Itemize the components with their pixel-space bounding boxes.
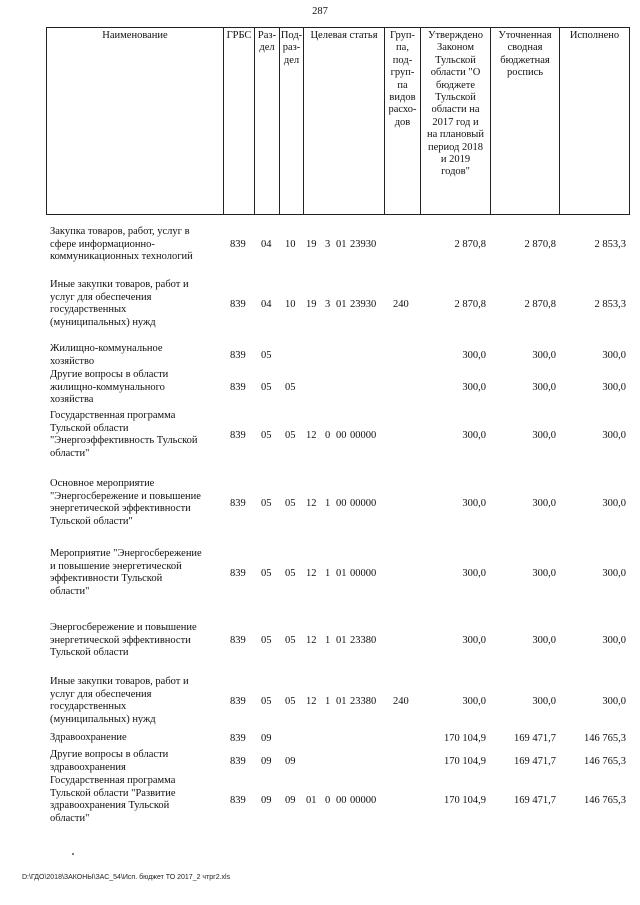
- row-name-line: Государственная программа: [50, 775, 176, 786]
- cell-razdel: 05: [261, 350, 272, 361]
- cell-podrazdel: 10: [285, 239, 296, 250]
- cell-target-event: 01: [336, 696, 347, 707]
- row-name-line: государственных: [50, 304, 127, 316]
- page-number: 287: [312, 6, 328, 17]
- row-name-line: сфере информационно-: [50, 238, 155, 250]
- cell-grbs: 839: [230, 568, 246, 579]
- cell-podrazdel: 05: [285, 568, 296, 579]
- cell-executed: 146 765,3: [584, 795, 626, 806]
- cell-executed: 300,0: [602, 635, 626, 646]
- cell-approved: 300,0: [462, 568, 486, 579]
- cell-razdel: 05: [261, 696, 272, 707]
- cell-target-subprogram: 1: [325, 696, 331, 707]
- cell-refined: 300,0: [532, 430, 556, 441]
- row-name-line: услуг для обеспечения: [50, 688, 152, 700]
- cell-approved: 300,0: [462, 430, 486, 441]
- row-name-line: Энергосбережение и повышение: [50, 622, 197, 633]
- cell-target-program: 19: [306, 299, 317, 310]
- cell-target-direction: 23930: [350, 239, 377, 250]
- cell-executed: 146 765,3: [584, 733, 626, 744]
- row-name-line: "Энергосбережение и повышение: [50, 490, 201, 502]
- cell-grbs: 839: [230, 382, 246, 393]
- header-razdel: Раз- дел: [257, 30, 277, 54]
- header-group: Груп- па, под- груп- па видов расхо- дов: [388, 30, 417, 128]
- cell-target-direction: 00000: [350, 568, 377, 579]
- row-name-line: Здравоохранение: [50, 732, 127, 743]
- cell-target-subprogram: 1: [325, 498, 331, 509]
- cell-executed: 300,0: [602, 350, 626, 361]
- row-name-line: Иные закупки товаров, работ и: [50, 279, 189, 290]
- cell-target-program: 12: [306, 696, 317, 707]
- row-name: [50, 226, 222, 264]
- cell-target-event: 01: [336, 239, 347, 250]
- cell-podrazdel: 10: [285, 299, 296, 310]
- cell-approved: 300,0: [462, 635, 486, 646]
- cell-target-event: 00: [336, 430, 347, 441]
- cell-podrazdel: 05: [285, 635, 296, 646]
- cell-razdel: 05: [261, 382, 272, 393]
- row-name-line: здравоохранения Тульской: [50, 800, 170, 812]
- cell-approved: 300,0: [462, 382, 486, 393]
- cell-razdel: 05: [261, 430, 272, 441]
- row-name-line: (муниципальных) нужд: [50, 713, 156, 725]
- row-name-line: эффективности Тульской: [50, 573, 163, 585]
- cell-refined: 2 870,8: [524, 299, 556, 310]
- cell-target-event: 01: [336, 299, 347, 310]
- row-name-line: Иные закупки товаров, работ и: [50, 676, 189, 687]
- cell-approved: 170 104,9: [444, 795, 486, 806]
- cell-target-event: 00: [336, 795, 347, 806]
- file-path-footer: D:\ГДО\2018\ЗАКОНЫ\ЗАС_54\Исп. бюджет ТО 2017_2 чтрг2.xls: [22, 874, 231, 881]
- row-name: [50, 732, 222, 745]
- row-name-line: Тульской области": [50, 515, 133, 527]
- row-name: [50, 622, 222, 660]
- cell-refined: 300,0: [532, 635, 556, 646]
- cell-grbs: 839: [230, 696, 246, 707]
- row-name-line: Государственная программа: [50, 410, 176, 421]
- cell-refined: 169 471,7: [514, 795, 556, 806]
- cell-executed: 300,0: [602, 430, 626, 441]
- cell-executed: 300,0: [602, 498, 626, 509]
- cell-target-subprogram: 3: [325, 239, 331, 250]
- cell-refined: 300,0: [532, 350, 556, 361]
- header-target: Целевая статья: [310, 30, 378, 41]
- cell-target-event: 01: [336, 635, 347, 646]
- cell-podrazdel: 05: [285, 498, 296, 509]
- header-name: Наименование: [102, 30, 168, 41]
- cell-podrazdel: 05: [285, 696, 296, 707]
- cell-target-program: 12: [306, 498, 317, 509]
- header-approved: Утверждено Законом Тульской области "О бюджете Тульской области на 2017 год и на плановый период 2018 и 2019 годов": [427, 30, 484, 178]
- cell-refined: 169 471,7: [514, 733, 556, 744]
- cell-grbs: 839: [230, 350, 246, 361]
- cell-target-direction: 23380: [350, 635, 377, 646]
- cell-grbs: 839: [230, 299, 246, 310]
- cell-podrazdel: 05: [285, 382, 296, 393]
- table-header: [0, 0, 640, 215]
- cell-razdel: 04: [261, 299, 272, 310]
- cell-podrazdel: 09: [285, 756, 296, 767]
- cell-approved: 2 870,8: [454, 239, 486, 250]
- row-name: [50, 279, 222, 329]
- row-name-line: здравоохранения: [50, 761, 126, 773]
- row-name: [50, 410, 222, 460]
- cell-refined: 169 471,7: [514, 756, 556, 767]
- row-name-line: услуг для обеспечения: [50, 291, 152, 303]
- cell-target-event: 00: [336, 498, 347, 509]
- row-name-line: Тульской области "Развитие: [50, 787, 176, 799]
- row-name-line: Другие вопросы в области: [50, 369, 169, 380]
- row-name-line: Основное мероприятие: [50, 478, 155, 489]
- cell-refined: 300,0: [532, 696, 556, 707]
- cell-target-program: 12: [306, 430, 317, 441]
- row-name-line: и повышение энергетической: [50, 560, 182, 572]
- cell-target-program: 01: [306, 795, 317, 806]
- cell-approved: 170 104,9: [444, 733, 486, 744]
- cell-refined: 2 870,8: [524, 239, 556, 250]
- row-name-line: Тульской области: [50, 422, 129, 434]
- cell-target-direction: 23930: [350, 299, 377, 310]
- row-name-line: области": [50, 585, 90, 597]
- row-name: [50, 478, 222, 528]
- cell-target-direction: 00000: [350, 498, 377, 509]
- cell-grbs: 839: [230, 733, 246, 744]
- cell-executed: 300,0: [602, 568, 626, 579]
- header-executed: Исполнено: [569, 30, 620, 41]
- row-name-line: области": [50, 812, 90, 824]
- row-name-line: Тульской области: [50, 647, 129, 659]
- cell-razdel: 05: [261, 498, 272, 509]
- cell-target-subprogram: 1: [325, 635, 331, 646]
- cell-podrazdel: 09: [285, 795, 296, 806]
- cell-approved: 300,0: [462, 350, 486, 361]
- row-name: [50, 749, 222, 774]
- header-grbs: ГРБС: [226, 30, 252, 41]
- cell-refined: 300,0: [532, 382, 556, 393]
- row-name: [50, 548, 222, 598]
- cell-razdel: 04: [261, 239, 272, 250]
- cell-approved: 2 870,8: [454, 299, 486, 310]
- row-name: [50, 369, 222, 407]
- cell-razdel: 09: [261, 795, 272, 806]
- row-name-line: хозяйство: [50, 355, 95, 367]
- cell-target-program: 12: [306, 568, 317, 579]
- cell-target-subprogram: 3: [325, 299, 331, 310]
- cell-target-program: 19: [306, 239, 317, 250]
- header-refined: Уточненная сводная бюджетная роспись: [498, 30, 552, 79]
- cell-executed: 2 853,3: [594, 299, 626, 310]
- cell-executed: 146 765,3: [584, 756, 626, 767]
- cell-razdel: 09: [261, 756, 272, 767]
- row-name: [50, 676, 222, 726]
- cell-group: 240: [393, 299, 409, 310]
- row-name-line: энергетической эффективности: [50, 634, 191, 646]
- cell-target-direction: 23380: [350, 696, 377, 707]
- row-name: [50, 343, 222, 368]
- cell-grbs: 839: [230, 756, 246, 767]
- row-name-line: (муниципальных) нужд: [50, 316, 156, 328]
- row-name-line: Закупка товаров, работ, услуг в: [50, 226, 190, 237]
- cell-grbs: 839: [230, 635, 246, 646]
- cell-target-direction: 00000: [350, 430, 377, 441]
- cell-approved: 300,0: [462, 498, 486, 509]
- row-name-line: области": [50, 447, 90, 459]
- row-name: [50, 775, 222, 825]
- row-name-line: Мероприятие "Энергосбережение: [50, 548, 202, 559]
- cell-grbs: 839: [230, 498, 246, 509]
- cell-razdel: 05: [261, 568, 272, 579]
- cell-approved: 170 104,9: [444, 756, 486, 767]
- row-name-line: Жилищно-коммунальное: [50, 343, 163, 354]
- cell-grbs: 839: [230, 239, 246, 250]
- cell-target-program: 12: [306, 635, 317, 646]
- cell-podrazdel: 05: [285, 430, 296, 441]
- row-name-line: "Энергоэффективность Тульской: [50, 435, 198, 447]
- cell-razdel: 05: [261, 635, 272, 646]
- row-name-line: коммуникационных технологий: [50, 251, 193, 263]
- cell-target-subprogram: 0: [325, 795, 331, 806]
- row-name-line: жилищно-коммунального: [50, 381, 165, 393]
- row-name-line: энергетической эффективности: [50, 503, 191, 515]
- cell-executed: 300,0: [602, 382, 626, 393]
- cell-group: 240: [393, 696, 409, 707]
- scan-speck: [72, 853, 74, 855]
- cell-approved: 300,0: [462, 696, 486, 707]
- cell-target-subprogram: 0: [325, 430, 331, 441]
- cell-grbs: 839: [230, 430, 246, 441]
- cell-executed: 300,0: [602, 696, 626, 707]
- cell-target-direction: 00000: [350, 795, 377, 806]
- row-name-line: государственных: [50, 701, 127, 713]
- cell-target-subprogram: 1: [325, 568, 331, 579]
- header-podrazdel: Под- раз- дел: [280, 30, 303, 66]
- row-name-line: хозяйства: [50, 394, 94, 406]
- cell-refined: 300,0: [532, 498, 556, 509]
- cell-executed: 2 853,3: [594, 239, 626, 250]
- row-name-line: Другие вопросы в области: [50, 749, 169, 760]
- cell-razdel: 09: [261, 733, 272, 744]
- cell-target-event: 01: [336, 568, 347, 579]
- cell-refined: 300,0: [532, 568, 556, 579]
- cell-grbs: 839: [230, 795, 246, 806]
